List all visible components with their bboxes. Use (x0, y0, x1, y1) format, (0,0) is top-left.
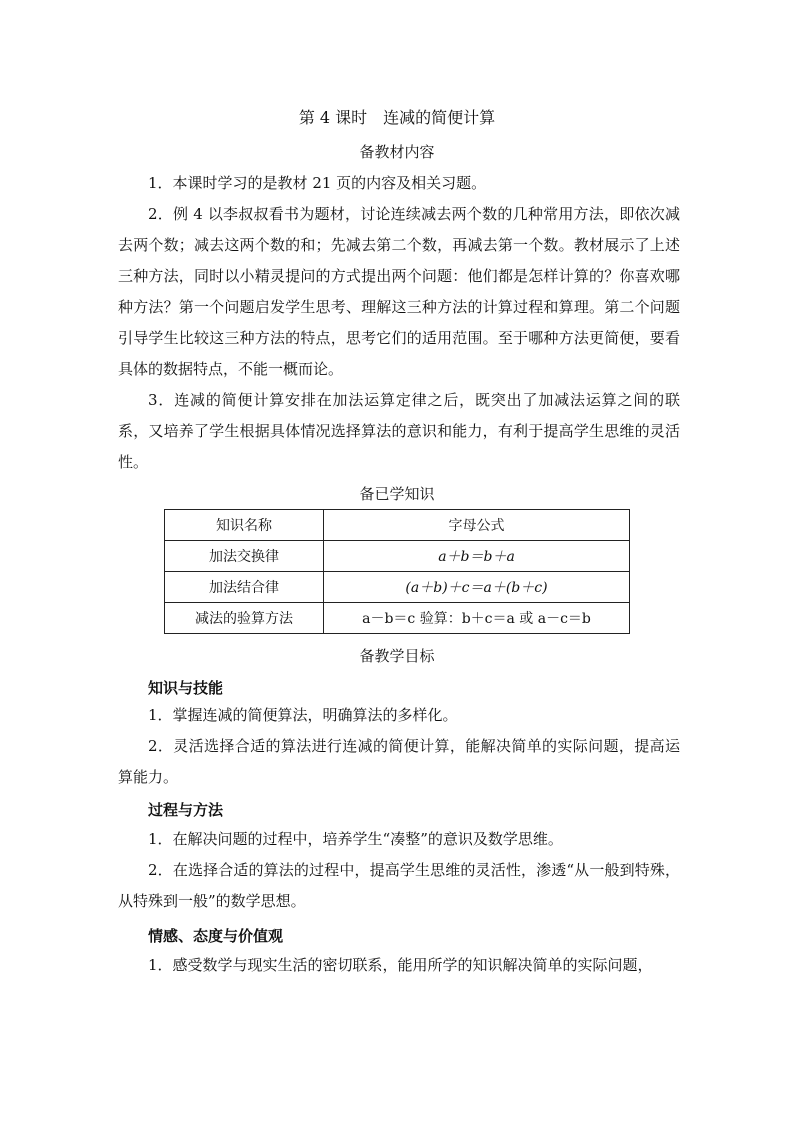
table-cell-name: 减法的验算方法 (165, 603, 324, 634)
process-goal-1: 1．在解决问题的过程中，培养学生“凑整”的意识及数学思维。 (148, 830, 563, 848)
section-heading-prior-knowledge: 备已学知识 (359, 485, 435, 503)
section-heading-materials: 备教材内容 (359, 143, 435, 161)
table-cell-formula: a－b＝c 验算：b＋c＝a 或 a－c＝b (324, 603, 630, 634)
table-row (165, 603, 630, 634)
table-header-name: 知识名称 (165, 510, 324, 541)
subheading-emotion-values: 情感、态度与价值观 (148, 927, 284, 945)
knowledge-goal-1: 1．掌握连减的简便算法，明确算法的多样化。 (148, 706, 458, 724)
materials-paragraph-1: 1．本课时学习的是教材 21 页的内容及相关习题。 (148, 174, 487, 192)
table-cell-name: 加法交换律 (165, 541, 324, 572)
emotion-goal-1: 1．感受数学与现实生活的密切联系，能用所学的知识解决简单的实际问题， (148, 956, 653, 974)
process-goal-2: 2．在选择合适的算法的过程中，提高学生思维的灵活性，渗透“从一般到特殊，从特殊到一般”的数学思想。 (118, 861, 680, 910)
table-header-formula: 字母公式 (324, 510, 630, 541)
knowledge-goal-2: 2．灵活选择合适的算法进行连减的简便计算，能解决简单的实际问题，提高运算能力。 (118, 737, 680, 786)
knowledge-table (164, 509, 630, 634)
table-header-row (165, 510, 630, 541)
materials-paragraph-2: 2．例 4 以李叔叔看书为题材，讨论连续减去两个数的几种常用方法，即依次减去两个数；减去这两个数的和；先减去第二个数，再减去第一个数。教材展示了上述三种方法，同时以小精灵提问的方式提出两个问题：他们都是怎样计算的？你喜欢哪种方法？第一个问题启发学生思考、理解这三种方法的计算过程和算理。第二个问题引导学生比较这三种方法的特点，思考它们的适用范围。至于哪种方法更简便，要看具体的数据特点，不能一概而论。 (118, 205, 680, 378)
table-cell-formula: (a＋b)＋c＝a＋(b＋c) (324, 572, 630, 603)
page-title: 第 4 课时 连减的简便计算 (298, 108, 496, 127)
section-heading-teaching-goals: 备教学目标 (359, 647, 435, 665)
materials-paragraph-3: 3．连减的简便计算安排在加法运算定律之后，既突出了加减法运算之间的联系，又培养了学生根据具体情况选择算法的意识和能力，有利于提高学生思维的灵活性。 (118, 391, 680, 471)
table-row (165, 541, 630, 572)
table-cell-formula: a＋b＝b＋a (324, 541, 630, 572)
subheading-knowledge-skills: 知识与技能 (148, 679, 224, 697)
table-cell-name: 加法结合律 (165, 572, 324, 603)
subheading-process-methods: 过程与方法 (148, 801, 224, 819)
table-row (165, 572, 630, 603)
